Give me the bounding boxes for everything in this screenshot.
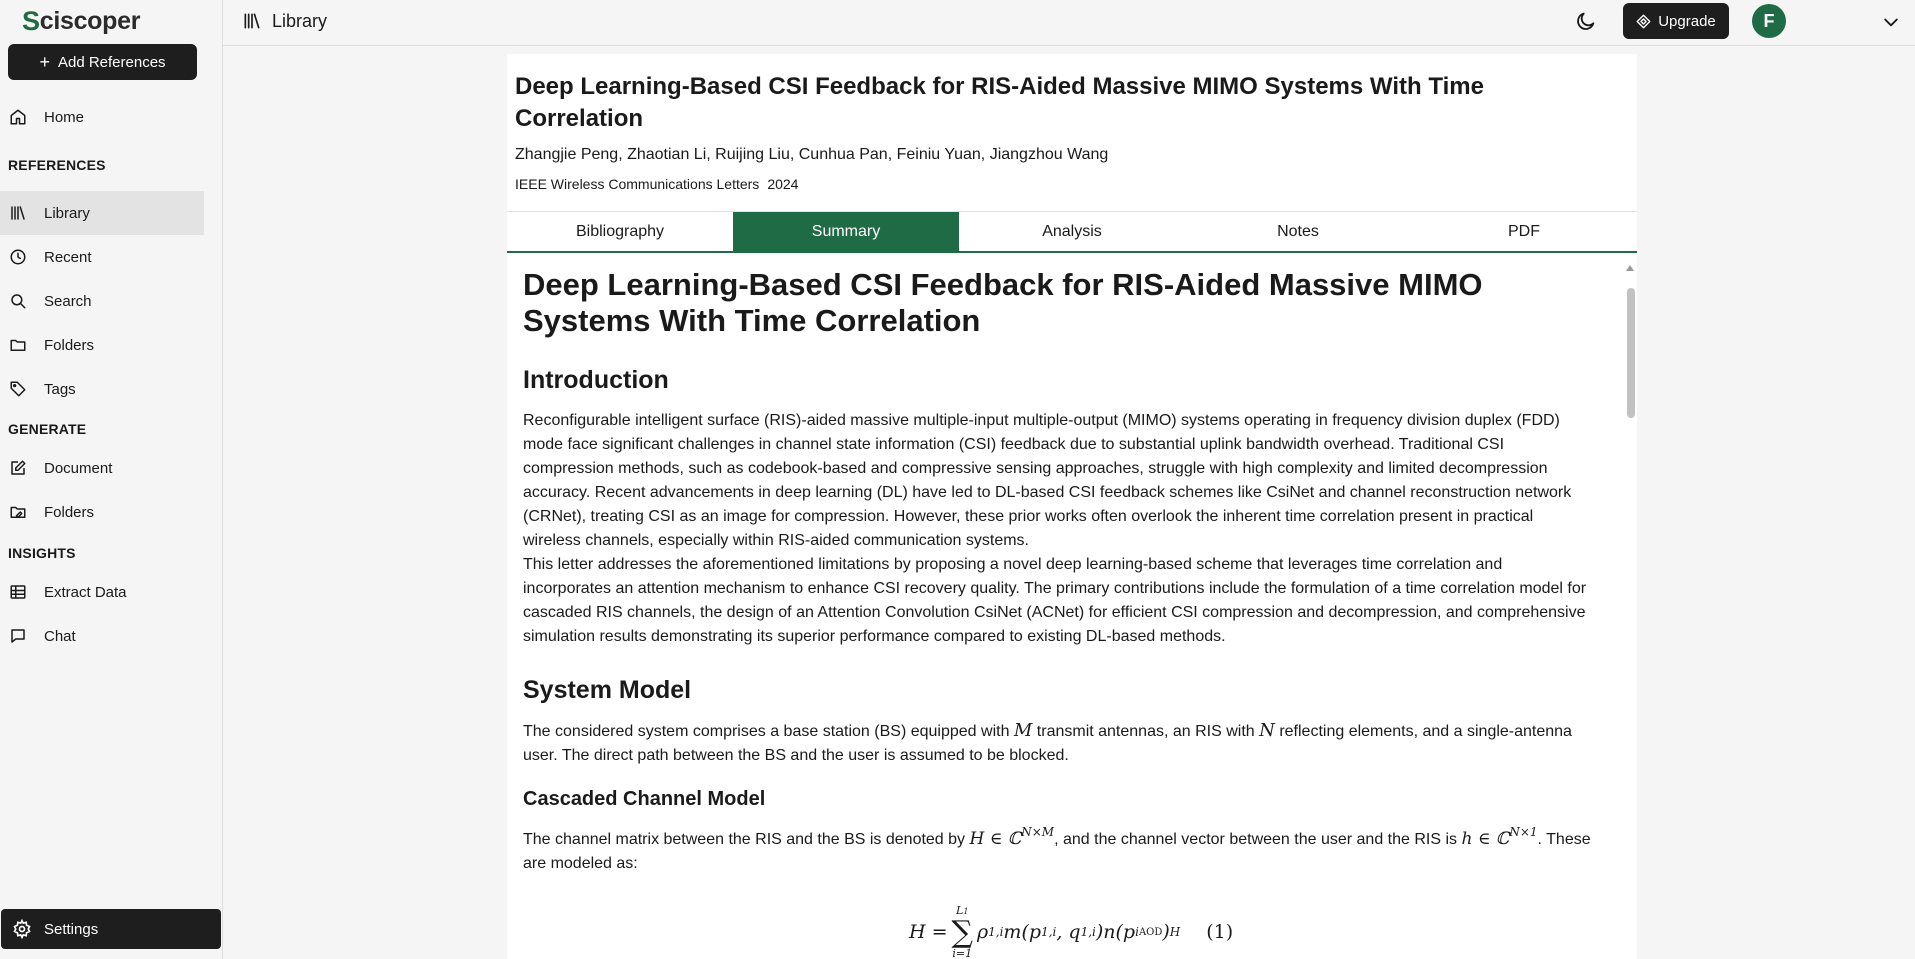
upgrade-button[interactable] (1623, 3, 1729, 39)
equation-aod: AOD (1138, 926, 1163, 938)
journal-year: 2024 (767, 176, 799, 192)
scrollbar-track[interactable] (1625, 263, 1637, 959)
intro-paragraph-2: This letter addresses the aforementioned limitations by proposing a novel deep learning-based scheme that leverages time correlation and incorporates an attention mechanism to enhance CSI recovery quality. The primary contributions include the formulation of a time correlation model for cascaded RIS channels, the design of an Attention Convolution CsiNet (ACNet) for efficient CSI compression and decompression, and comprehensive simulation results demonstrating its superior performance compared to existing DL-based methods. (523, 556, 1587, 645)
section-title-generate: GENERATE (8, 421, 87, 437)
casc-text-a: The channel matrix between the RIS and the BS is denoted by (523, 831, 970, 848)
math-M: M (1013, 720, 1033, 741)
equation-body (909, 904, 1233, 959)
math-h-def: h ∈ ℂ (1461, 829, 1510, 849)
math-H-def: H ∈ ℂ (969, 829, 1022, 849)
equation-q-sub: 1,i (1080, 925, 1096, 939)
equation-rho: ρ (976, 921, 989, 943)
diamond-icon (1636, 14, 1651, 29)
add-references-label: Add References (57, 53, 166, 71)
sigma-glyph: ∑ (951, 914, 973, 950)
sidebar-item-label: Chat (44, 627, 76, 645)
sidebar-item-search[interactable] (0, 279, 204, 323)
sidebar-item-chat[interactable] (0, 614, 204, 658)
sidebar-item-label: Home (44, 108, 85, 126)
sidebar-item-document[interactable] (0, 446, 204, 490)
equation-close: ) (1162, 921, 1170, 943)
sidebar-item-label: Extract Data (44, 583, 127, 601)
section-title-references: REFERENCES (8, 157, 106, 173)
tab-summary[interactable]: Summary (733, 212, 959, 252)
sidebar-item-extract-data[interactable] (0, 570, 204, 614)
add-references-button[interactable] (8, 44, 197, 80)
equation-term-n: )n(p (1095, 921, 1136, 943)
sidebar-item-home[interactable] (0, 95, 204, 139)
system-text-c: reflecting elements, and a single-antenna user. The direct path between the BS and the user is assumed to be blocked. (523, 723, 1572, 764)
paper-title: Deep Learning-Based CSI Feedback for RIS-Aided Massive MIMO Systems With Time Correlation (515, 73, 1484, 132)
clock-icon (9, 248, 27, 266)
sidebar-item-library[interactable] (0, 191, 204, 235)
summary-document (523, 263, 1593, 959)
sidebar-item-generate-folders[interactable] (0, 490, 204, 534)
logo-mark: S (22, 6, 40, 36)
heading-introduction: Introduction (523, 366, 669, 394)
sidebar-item-recent[interactable] (0, 235, 204, 279)
chevron-down-icon[interactable] (1881, 12, 1901, 32)
summary-content[interactable] (507, 263, 1637, 959)
logo-text: ciscoper (39, 7, 141, 35)
folder-edit-icon (9, 503, 27, 521)
tab-analysis[interactable]: Analysis (1042, 223, 1102, 240)
sidebar-item-label: Recent (44, 248, 92, 266)
system-text-b: transmit antennas, an RIS with (1032, 723, 1260, 740)
equation-number: (1) (1206, 921, 1234, 943)
equation-p-sub: 1,i (1041, 925, 1057, 939)
scrollbar-thumb[interactable] (1627, 288, 1635, 418)
scroll-up-arrow-icon[interactable] (1626, 265, 1634, 271)
sum-lower: i=1 (952, 946, 973, 959)
tab-bar (507, 211, 1637, 253)
heading-system-model: System Model (523, 676, 692, 704)
gear-icon (12, 919, 32, 939)
settings-button[interactable] (1, 909, 221, 949)
equation-term-m: m(p (1003, 921, 1042, 943)
math-H-dim: N×M (1021, 825, 1055, 839)
search-icon (9, 292, 27, 310)
library-icon (242, 11, 262, 31)
sidebar-item-label: Folders (44, 503, 95, 521)
sidebar-item-folders[interactable] (0, 323, 204, 367)
tag-icon (9, 380, 27, 398)
sidebar-item-label: Tags (44, 380, 76, 398)
summation-symbol (952, 905, 973, 959)
equation-pi-sub: i (1135, 925, 1139, 939)
tab-bibliography[interactable]: Bibliography (575, 223, 665, 240)
sidebar (0, 0, 223, 959)
paper-journal (515, 176, 798, 192)
sidebar-item-label: Search (44, 292, 92, 310)
equation-rho-sub: 1,i (988, 925, 1004, 939)
avatar[interactable]: F (1752, 4, 1786, 38)
sum-upper-sub: 1 (963, 906, 969, 916)
system-model-paragraph (523, 719, 1593, 768)
sidebar-item-label: Library (44, 204, 90, 222)
sum-upper-L: L (956, 903, 964, 917)
equation-1 (523, 904, 1593, 959)
tab-notes[interactable]: Notes (1277, 223, 1319, 240)
top-header (223, 0, 1915, 46)
math-h-dim: N×1 (1509, 825, 1538, 839)
heading-cascaded-channel-model: Cascaded Channel Model (523, 788, 766, 810)
settings-label: Settings (44, 920, 99, 938)
sidebar-item-label: Document (44, 459, 113, 477)
folder-icon (9, 336, 27, 354)
equation-hermitian: H (1169, 925, 1181, 939)
system-text-a: The considered system comprises a base station (BS) equipped with (523, 723, 1014, 740)
home-icon (9, 108, 27, 126)
journal-name: IEEE Wireless Communications Letters (515, 176, 760, 192)
sidebar-item-label: Folders (44, 336, 95, 354)
intro-paragraph-1: Reconfigurable intelligent surface (RIS)-aided massive multiple-input multiple-output (MIMO) systems operating in frequency division duplex (FDD) mode face significant challenges in channel state information (CSI) feedback due to substantial uplink bandwidth overhead. Traditional CSI compression methods, such as codebook-based and compressive sensing approaches, struggle with high complexity and limited decompression accuracy. Recent advancements in deep learning (DL) have led to DL-based CSI feedback schemes like CsiNet and channel reconstruction network (CRNet), treating CSI as an image for compression. However, these prior works often overlook the inherent time correlation present in practical wireless channels, especially within RIS-aided communication systems. (523, 412, 1572, 549)
paper-card (507, 54, 1637, 959)
upgrade-label: Upgrade (1658, 12, 1716, 30)
sidebar-item-tags[interactable] (0, 367, 204, 411)
equation-term-q: , q (1056, 921, 1081, 943)
math-N: N (1259, 720, 1275, 741)
moon-icon[interactable] (1575, 10, 1597, 32)
app-logo[interactable] (22, 6, 140, 37)
page-title: Library (272, 11, 328, 31)
paper-authors: Zhangjie Peng, Zhaotian Li, Ruijing Liu, Cunhua Pan, Feiniu Yuan, Jiangzhou Wang (515, 146, 1109, 163)
tab-pdf[interactable]: PDF (1508, 223, 1540, 240)
table-icon (9, 583, 27, 601)
casc-text-b: , and the channel vector between the user and the RIS is (1054, 831, 1462, 848)
section-title-insights: INSIGHTS (8, 545, 76, 561)
casc-text-c: . These are modeled as: (523, 831, 1591, 872)
cascaded-paragraph (523, 820, 1593, 876)
plus-icon: + (39, 52, 50, 72)
chat-icon (9, 627, 27, 645)
equation-lhs: H = (909, 921, 948, 943)
library-icon (9, 204, 27, 222)
edit-icon (9, 459, 27, 477)
summary-title: Deep Learning-Based CSI Feedback for RIS-Aided Massive MIMO Systems With Time Correlation (523, 267, 1483, 338)
